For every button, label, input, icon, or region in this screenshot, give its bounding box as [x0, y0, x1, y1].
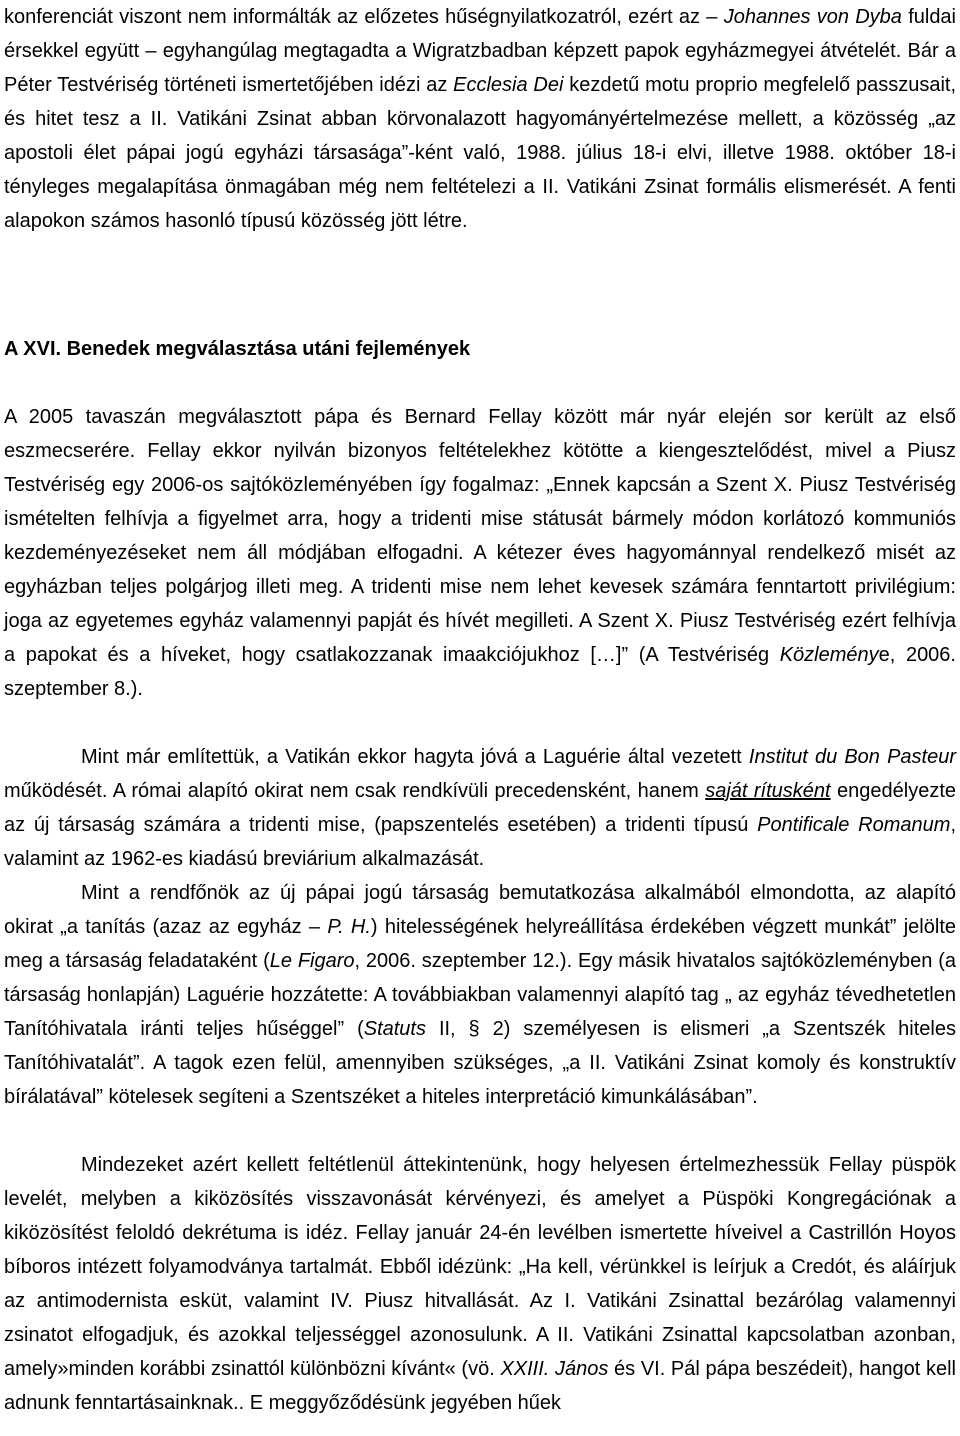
italic-text: Le Figaro [269, 950, 355, 972]
italic-text: Közlemény [779, 644, 879, 666]
italic-text: Pontificale Romanum [757, 814, 951, 836]
italic-text: Institut du Bon Pasteur [748, 746, 956, 768]
paragraph-fellay-2005: A 2005 tavaszán megválasztott pápa és Bernard Fellay között már nyár elején sor került az első eszmecserére. Fellay ekkor nyilván bizonyos feltételekhez kötötte a kiengesztelődést, mivel a Piusz Testvériség egy 2006-os sajtóközleményében így fogalmaz: „Ennek kapcsán a Szent X. Piusz Testvériség ismételten felhívja a figyelmet arra, hogy a tridenti mise státusát bármely módon korlátozó kommuniós kezdeményezéseket nem áll módjában elfogadni. A kétezer éves hagyománnyal rendelkező misét az egyházban teljes polgárjog illeti meg. A tridenti mise nem lehet kevesek számára fenntartott privilégium: joga az egyetemes egyház valamennyi papját és hívét megilleti. A Szent X. Piusz Testvériség ezért felhívja a papokat és a híveket, hogy csatlakozzanak imaakciójukhoz […]” (A Testvériség Közleménye, 2006. szeptember 8.). [4, 406, 956, 700]
paragraph-fellay-levele: Mindezeket azért kellett feltétlenül áttekintenünk, hogy helyesen értelmezhessük Fellay püspök levelét, melyben a kiközösítés visszavonását kérvényezi, és amelyet a Püspöki Kongregációnak a kiközösítést feloldó dekrétuma is idéz. Fellay január 24-én levélben ismertette híveivel a Castrillón Hoyos bíboros intézett folyamodványa tartalmát. Ebből idézünk: „Ha kell, vérünkkel is leírjuk a Credót, és aláírjuk az antimodernista esküt, valamint IV. Piusz hitvallását. Az I. Vatikáni Zsinattal bezárólag valamennyi zsinatot elfogadjuk, és azokkal teljességgel azonosulunk. A II. Vatikáni Zsinattal kapcsolatban azonban, amely»minden korábbi zsinattól különbözni kívánt« (vö. XXIII. János és VI. Pál pápa beszédeit), hangot kell adnunk fenntartásainknak.. E meggyőződésünk jegyében hűek [4, 1154, 956, 1414]
italic-text: P. H. [327, 916, 371, 938]
section-heading: A XVI. Benedek megválasztása utáni fejlemények [4, 338, 471, 360]
italic-text: Johannes von Dyba [723, 6, 902, 28]
paragraph-bon-pasteur: Mint már említettük, a Vatikán ekkor hagyta jóvá a Laguérie által vezetett Institut du Bon Pasteur működését. A római alapító okirat nem csak rendkívüli precedensként, hanem saját rítusként engedélyezte az új társaság számára a tridenti mise, (papszentelés esetében) a tridenti típusú Pontificale Romanum, valamint az 1962-es kiadású breviárium alkalmazását. [4, 746, 956, 870]
paragraph-dyba: konferenciát viszont nem informálták az előzetes hűségnyilatkozatról, ezért az – Johannes von Dyba fuldai érsekkel együtt – egyhangúlag megtagadta a Wigratzbadban képzett papok egyházmegyei átvételét. Bár a Péter Testvériség történeti ismertetőjében idézi az Ecclesia Dei kezdetű motu proprio megfelelő passzusait, és hitet tesz a II. Vatikáni Zsinat abban körvonalazott hagyományértelmezése mellett, a közösség „az apostoli élet pápai jogú egyházi társasága”-ként való, 1988. július 18-i elvi, illetve 1988. október 18-i tényleges megalapítása önmagában még nem feltételezi a II. Vatikáni Zsinat formális elismerését. A fenti alapokon számos hasonló típusú közösség jött létre. [4, 6, 957, 232]
paragraph-rendfonok: Mint a rendfőnök az új pápai jogú társaság bemutatkozása alkalmából elmondotta, az alapító okirat „a tanítás (azaz az egyház – P. H.) hitelességének helyreállítása érdekében végzett munkát” jelölte meg a társaság feladataként (Le Figaro, 2006. szeptember 12.). Egy másik hivatalos sajtóközleményben (a társaság honlapján) Laguérie hozzátette: A továbbiakban valamennyi alapító tag „ az egyház tévedhetetlen Tanítóhivatala iránti teljes hűséggel” (Statuts II, § 2) személyesen is elismeri „a Szentszék hiteles Tanítóhivatalát”. A tagok ezen felül, amennyiben szükséges, „a II. Vatikáni Zsinat komoly és konstruktív bírálatával” kötelesek segíteni a Szentszéket a hiteles interpretáció kimunkálásában”. [4, 882, 956, 1108]
italic-text: XXIII. János [500, 1358, 609, 1380]
italic-underlined-text: saját rítusként [705, 780, 831, 802]
italic-text: Statuts [363, 1018, 426, 1040]
italic-text: Ecclesia Dei [453, 74, 564, 96]
